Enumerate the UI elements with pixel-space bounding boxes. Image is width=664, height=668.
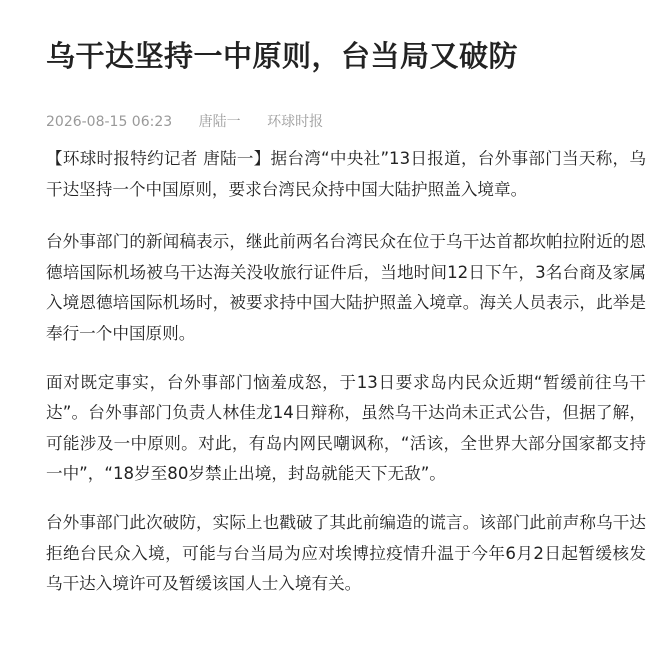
- paragraph: 面对既定事实，台外事部门恼羞成怒，于13日要求岛内民众近期“暂缓前往乌干达”。台外事部门负责人林佳龙14日辩称，虽然乌干达尚未正式公告，但据了解，可能涉及一中原则。对此，有岛内网民嘲讽称，“活该，全世界大部分国家都支持一中”，“18岁至80岁禁止出境，封岛就能天下无敌”。: [46, 372, 646, 484]
- article-body: [46, 144, 646, 600]
- source-name[interactable]: 环球时报: [267, 114, 324, 130]
- publish-date: 2026-08-15 06:23: [46, 114, 173, 130]
- article-meta: [46, 112, 646, 132]
- paragraph: 台外事部门的新闻稿表示，继此前两名台湾民众在位于乌干达首都坎帕拉附近的恩德培国际机场被乌干达海关没收旅行证件后，当地时间12日下午，3名台商及家属入境恩德培国际机场时，被要求持中国大陆护照盖入境章。海关人员表示，此举是奉行一个中国原则。: [46, 232, 646, 343]
- author-name[interactable]: 唐陆一: [198, 114, 241, 130]
- paragraph: 【环球时报特约记者 唐陆一】据台湾“中央社”13日报道，台外事部门当天称，乌干达坚持一个中国原则，要求台湾民众持中国大陆护照盖入境章。: [46, 149, 646, 199]
- paragraph: 台外事部门此次破防，实际上也戳破了其此前编造的谎言。该部门此前声称乌干达拒绝台民众入境，可能与台当局为应对埃博拉疫情升温于今年6月2日起暂缓核发乌干达入境许可及暂缓该国人士入境有关。: [46, 512, 646, 594]
- article-title: 乌干达坚持一中原则，台当局又破防: [46, 39, 519, 73]
